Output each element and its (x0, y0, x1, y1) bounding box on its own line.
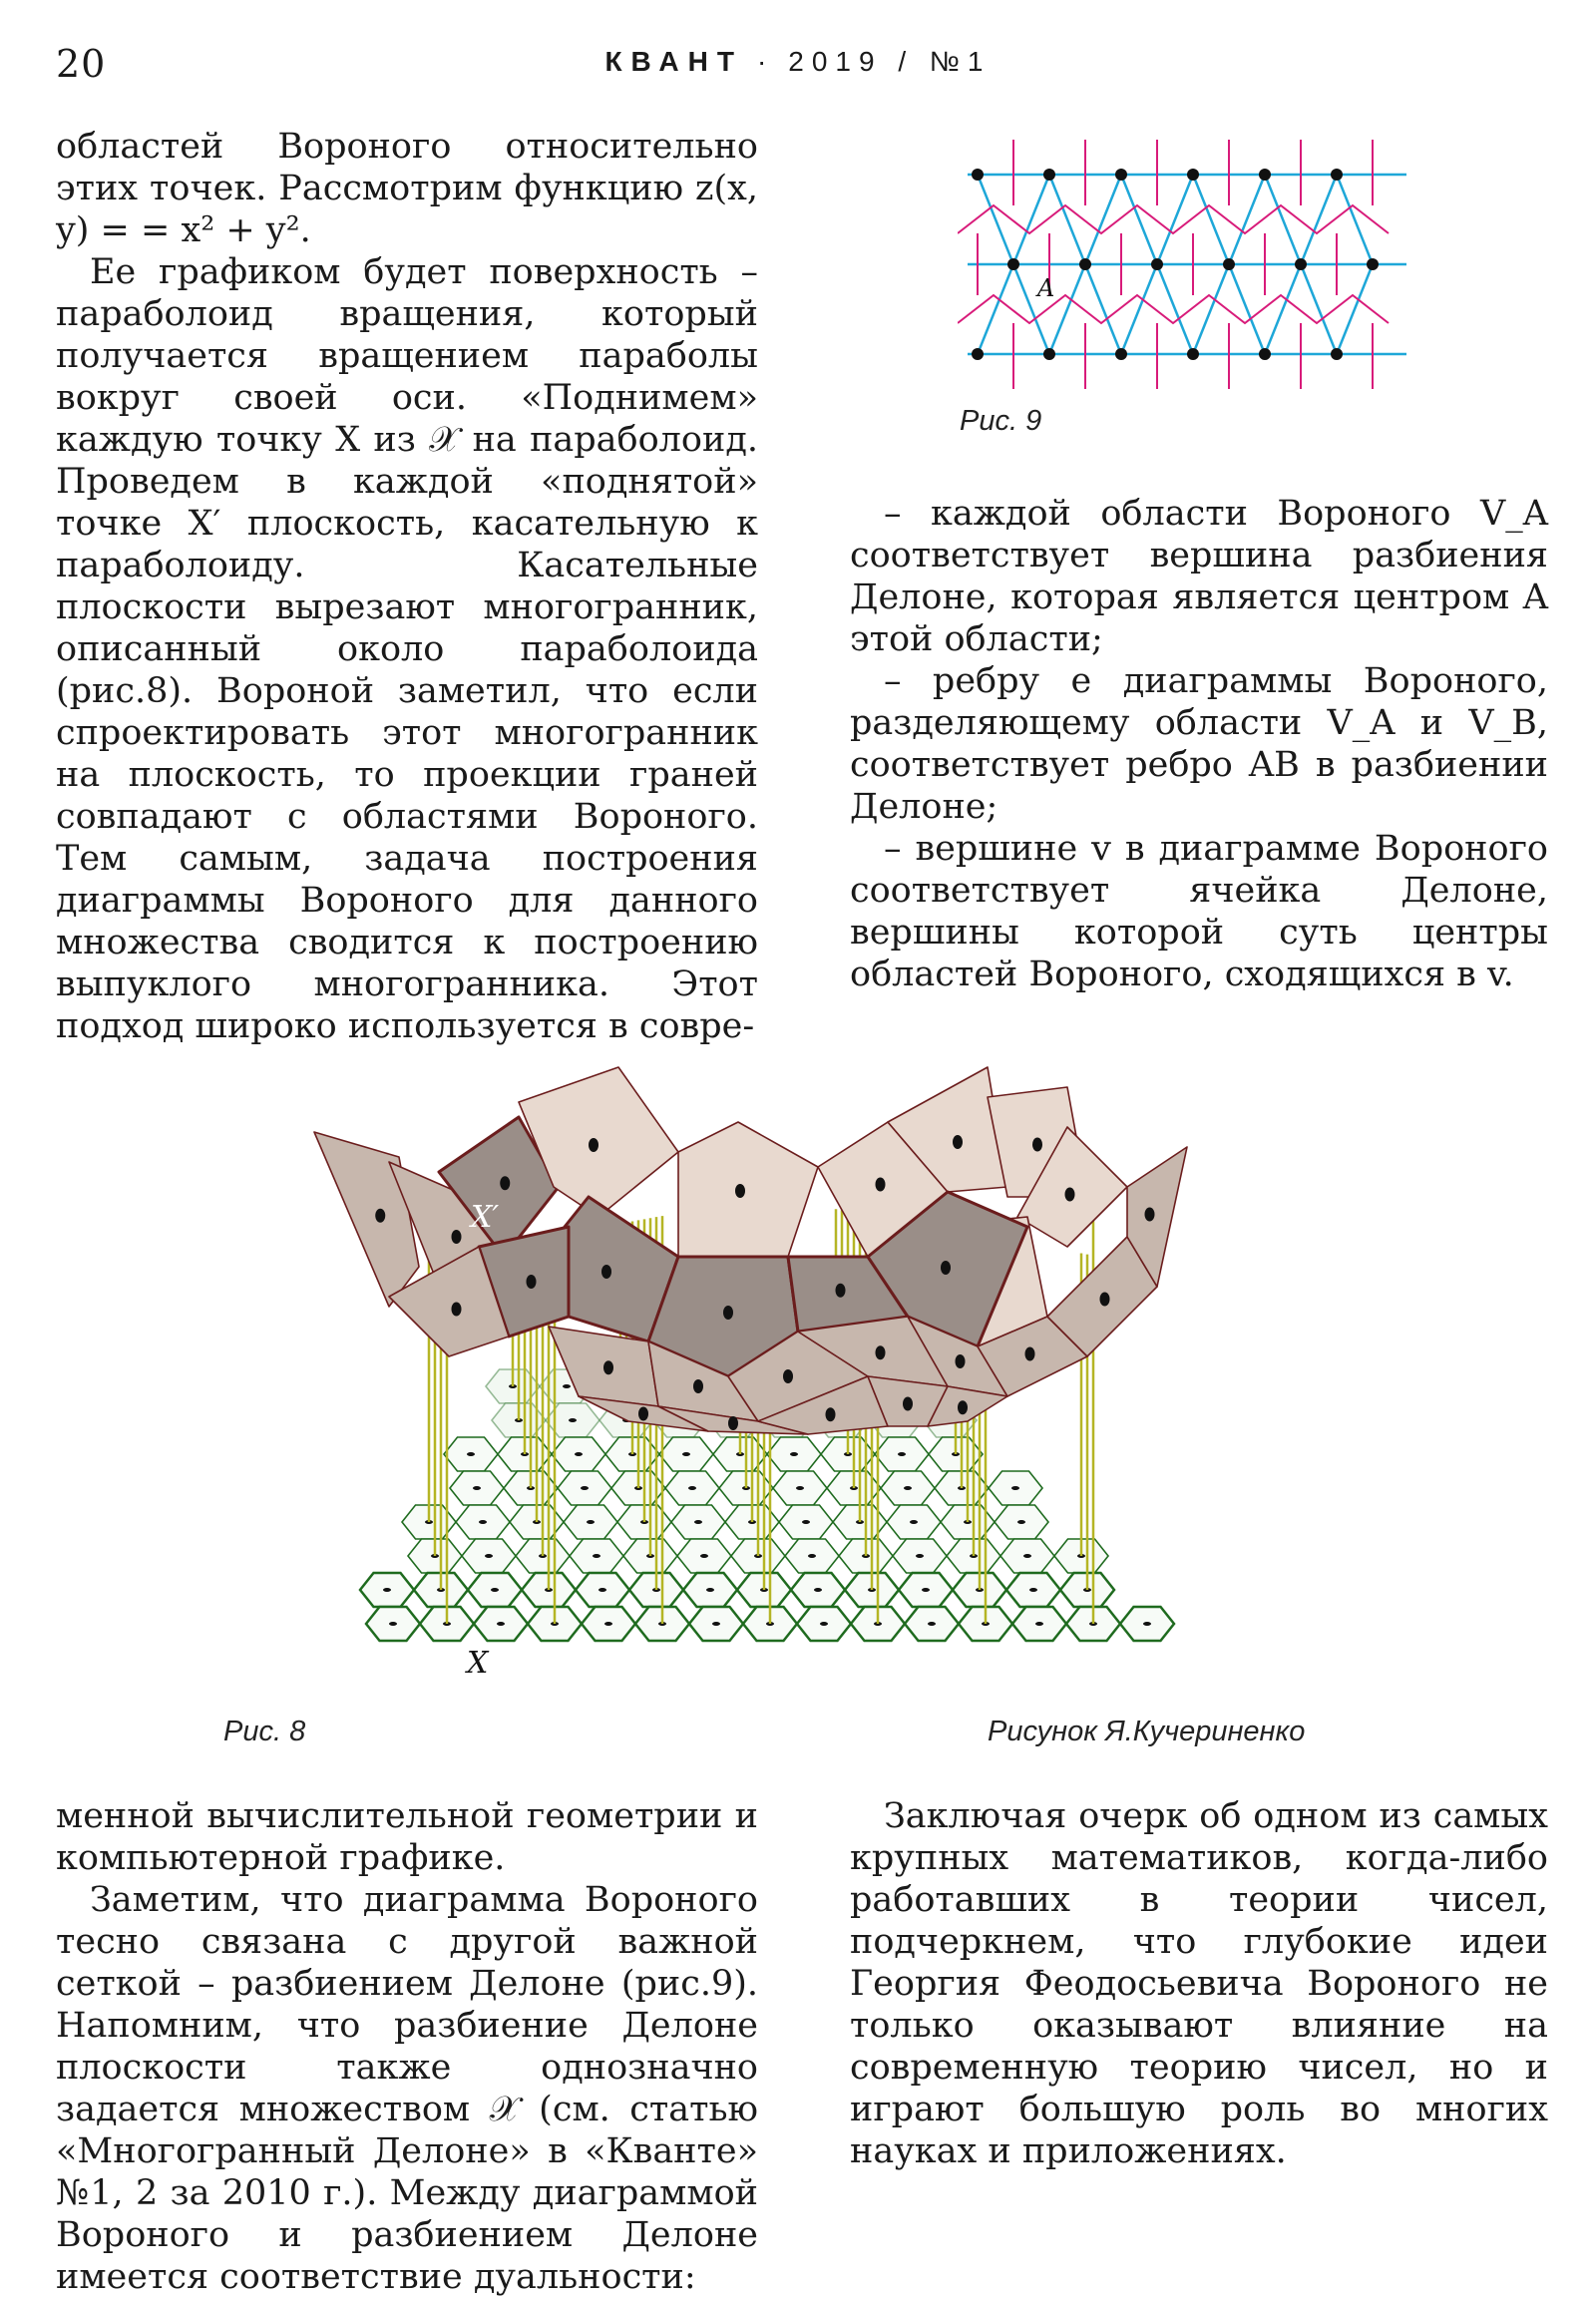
grid-site (467, 1452, 475, 1456)
lifted-point (728, 1416, 738, 1430)
lifted-point (527, 1275, 537, 1289)
grid-site (473, 1486, 481, 1490)
delaunay-edge (1049, 175, 1085, 264)
delaunay-edge (1301, 175, 1337, 264)
lifted-point (723, 1306, 733, 1320)
delaunay-edge (1229, 175, 1265, 264)
delaunay-edge (1157, 175, 1193, 264)
grid-site (485, 1554, 493, 1558)
grid-site (910, 1520, 918, 1524)
lifted-point (1100, 1293, 1110, 1307)
lifted-point (603, 1360, 613, 1374)
page-number: 20 (56, 42, 107, 86)
paragraph: – каждой области Вороного V_A соответствует вершина разбиения Делоне, которая является центром A этой области; (850, 494, 1548, 659)
delaunay-vertex (1259, 169, 1271, 181)
grid-site (790, 1452, 798, 1456)
paragraph: – вершине v в диаграмме Вороного соответствует ячейка Делоне, вершины которой суть центры областей Вороного, сходящихся в v. (850, 829, 1548, 994)
delaunay-edge (1013, 175, 1049, 264)
figure-9-delaunay-voronoi (958, 140, 1416, 389)
delaunay-vertex (1079, 258, 1091, 270)
grid-site (898, 1452, 906, 1456)
grid-site (575, 1452, 583, 1456)
grid-site (389, 1622, 397, 1626)
lifted-point (783, 1369, 793, 1383)
grid-site (1011, 1486, 1019, 1490)
delaunay-edge (1121, 175, 1157, 264)
grid-site (479, 1520, 487, 1524)
delaunay-edge (978, 264, 1013, 354)
delaunay-vertex (972, 348, 984, 360)
grid-site (593, 1554, 600, 1558)
lifted-point (876, 1345, 886, 1359)
grid-site (820, 1622, 828, 1626)
grid-site (916, 1554, 924, 1558)
right-column-top (850, 493, 1548, 995)
grid-site (700, 1554, 708, 1558)
lifted-point (1032, 1138, 1042, 1152)
delaunay-edge (1229, 264, 1265, 354)
grid-site (383, 1588, 391, 1592)
delaunay-vertex (1259, 348, 1271, 360)
paragraph: Заметим, что диаграмма Вороного тесно связана с другой важной сеткой – разбиением Делоне (рис.9). Напомним, что разбиение Делоне плоскости также однозначно задается множеством 𝒳 (см. статью «Многогранный Делоне» в «Кванте» №1, 2 за 2010 г.). Между диаграммой Вороного и разбиением Делоне имеется соответствие дуальности: (56, 1880, 758, 2297)
paragraph: – ребру e диаграммы Вороного, разделяющему области V_A и V_B, соответствует ребро AB в разбиении Делоне; (850, 661, 1548, 827)
grid-site (1017, 1520, 1025, 1524)
right-column-bottom (850, 1795, 1548, 2172)
lifted-point (1025, 1347, 1035, 1361)
grid-site (796, 1486, 804, 1490)
grid-site (688, 1486, 696, 1490)
figure-8-label-xprime: X′ (471, 1200, 500, 1235)
lifted-point (452, 1303, 462, 1317)
running-head (0, 46, 1596, 78)
grid-site (922, 1588, 930, 1592)
lifted-point (452, 1230, 462, 1244)
lifted-point (958, 1400, 968, 1414)
delaunay-edge (1193, 175, 1229, 264)
grid-site (587, 1520, 595, 1524)
lifted-point (1145, 1208, 1155, 1222)
issue-number: 2019 / №1 (788, 46, 992, 77)
delaunay-edge (1085, 264, 1121, 354)
lifted-point (836, 1284, 846, 1298)
delaunay-edge (1337, 175, 1373, 264)
grid-site (491, 1588, 499, 1592)
figure-8-label-x: X (467, 1646, 489, 1681)
figure-8-paraboloid-polyhedron (209, 938, 1406, 1706)
lifted-point (589, 1138, 598, 1152)
delaunay-vertex (1115, 169, 1127, 181)
grid-site (712, 1622, 720, 1626)
delaunay-vertex (1223, 258, 1235, 270)
delaunay-vertex (1187, 348, 1199, 360)
lifted-point (876, 1178, 886, 1192)
lifted-point (693, 1379, 703, 1393)
grid-site (814, 1588, 822, 1592)
lifted-point (826, 1407, 836, 1421)
delaunay-edge (1337, 264, 1373, 354)
lifted-point (956, 1354, 966, 1368)
lifted-point (375, 1209, 385, 1223)
grid-site (802, 1520, 810, 1524)
delaunay-vertex (972, 169, 984, 181)
grid-site (581, 1486, 589, 1490)
delaunay-vertex (1367, 258, 1379, 270)
figure-9-caption: Рис. 9 (960, 405, 1042, 437)
delaunay-vertex (1187, 169, 1199, 181)
polyhedron-face (314, 1132, 419, 1307)
left-column-bottom (56, 1795, 758, 2298)
delaunay-edge (1121, 264, 1157, 354)
delaunay-edge (1049, 264, 1085, 354)
figure-8-credit: Рисунок Я.Кучериненко (988, 1716, 1306, 1747)
grid-site (904, 1486, 912, 1490)
delaunay-edge (1301, 264, 1337, 354)
delaunay-vertex (1043, 348, 1055, 360)
delaunay-vertex (1115, 348, 1127, 360)
lifted-point (903, 1397, 913, 1411)
grid-site (497, 1622, 505, 1626)
lifted-point (953, 1135, 963, 1149)
delaunay-vertex (1007, 258, 1019, 270)
grid-site (694, 1520, 702, 1524)
grid-site (1035, 1622, 1043, 1626)
grid-site (598, 1588, 606, 1592)
grid-site (604, 1622, 612, 1626)
lifted-point (601, 1265, 611, 1279)
grid-site (569, 1418, 577, 1422)
grid-site (928, 1622, 936, 1626)
figure-8-caption: Рис. 8 (223, 1716, 306, 1747)
grid-site (1023, 1554, 1031, 1558)
magazine-title: КВАНТ (604, 46, 743, 77)
lifted-point (1065, 1188, 1075, 1202)
left-column-top (56, 126, 758, 1047)
lifted-point (735, 1184, 745, 1198)
grid-site (808, 1554, 816, 1558)
delaunay-vertex (1295, 258, 1307, 270)
grid-site (706, 1588, 714, 1592)
lifted-point (638, 1407, 648, 1421)
figure-9-label-a: A (1037, 274, 1055, 302)
delaunay-edge (978, 175, 1013, 264)
delaunay-vertex (1043, 169, 1055, 181)
delaunay-vertex (1151, 258, 1163, 270)
paragraph: Ее графиком будет поверхность – параболоид вращения, который получается вращением параболы вокруг своей оси. «Поднимем» каждую точку X из 𝒳 на параболоид. Проведем в каждой «поднятой» точке X′ плоскость, касательную к параболоиду. Касательные плоскости вырезают многогранник, описанный около параболоида (рис.8). Вороной заметил, что если спроектировать этот многогранник на плоскость, то проекции граней совпадают с областями Вороного. Тем самым, задача построения диаграммы Вороного для данного множества сводится к построению выпуклого многогранника. Этот подход широко используется в совре- (56, 252, 758, 1046)
delaunay-edge (1265, 264, 1301, 354)
delaunay-edge (1085, 175, 1121, 264)
delaunay-edge (1265, 175, 1301, 264)
grid-site (1143, 1622, 1151, 1626)
paragraph: менной вычислительной геометрии и компьютерной графике. (56, 1796, 758, 1878)
grid-site (563, 1384, 571, 1388)
grid-site (682, 1452, 690, 1456)
header-separator: · (756, 46, 775, 77)
lifted-point (500, 1176, 510, 1190)
delaunay-vertex (1331, 169, 1343, 181)
paragraph: областей Вороного относительно этих точек. Рассмотрим функцию z(x, y) = = x² + y². (56, 127, 758, 250)
polyhedron-face (678, 1122, 818, 1257)
grid-site (1029, 1588, 1037, 1592)
lifted-point (941, 1261, 951, 1275)
delaunay-vertex (1331, 348, 1343, 360)
paragraph: Заключая очерк об одном из самых крупных математиков, когда-либо работавших в теории чисел, подчеркнем, что глубокие идеи Георгия Феодосьевича Вороного не только оказывают влияние на современную теорию чисел, но и играют большую роль во многих науках и приложениях. (850, 1796, 1548, 2171)
delaunay-edge (1193, 264, 1229, 354)
delaunay-edge (1157, 264, 1193, 354)
